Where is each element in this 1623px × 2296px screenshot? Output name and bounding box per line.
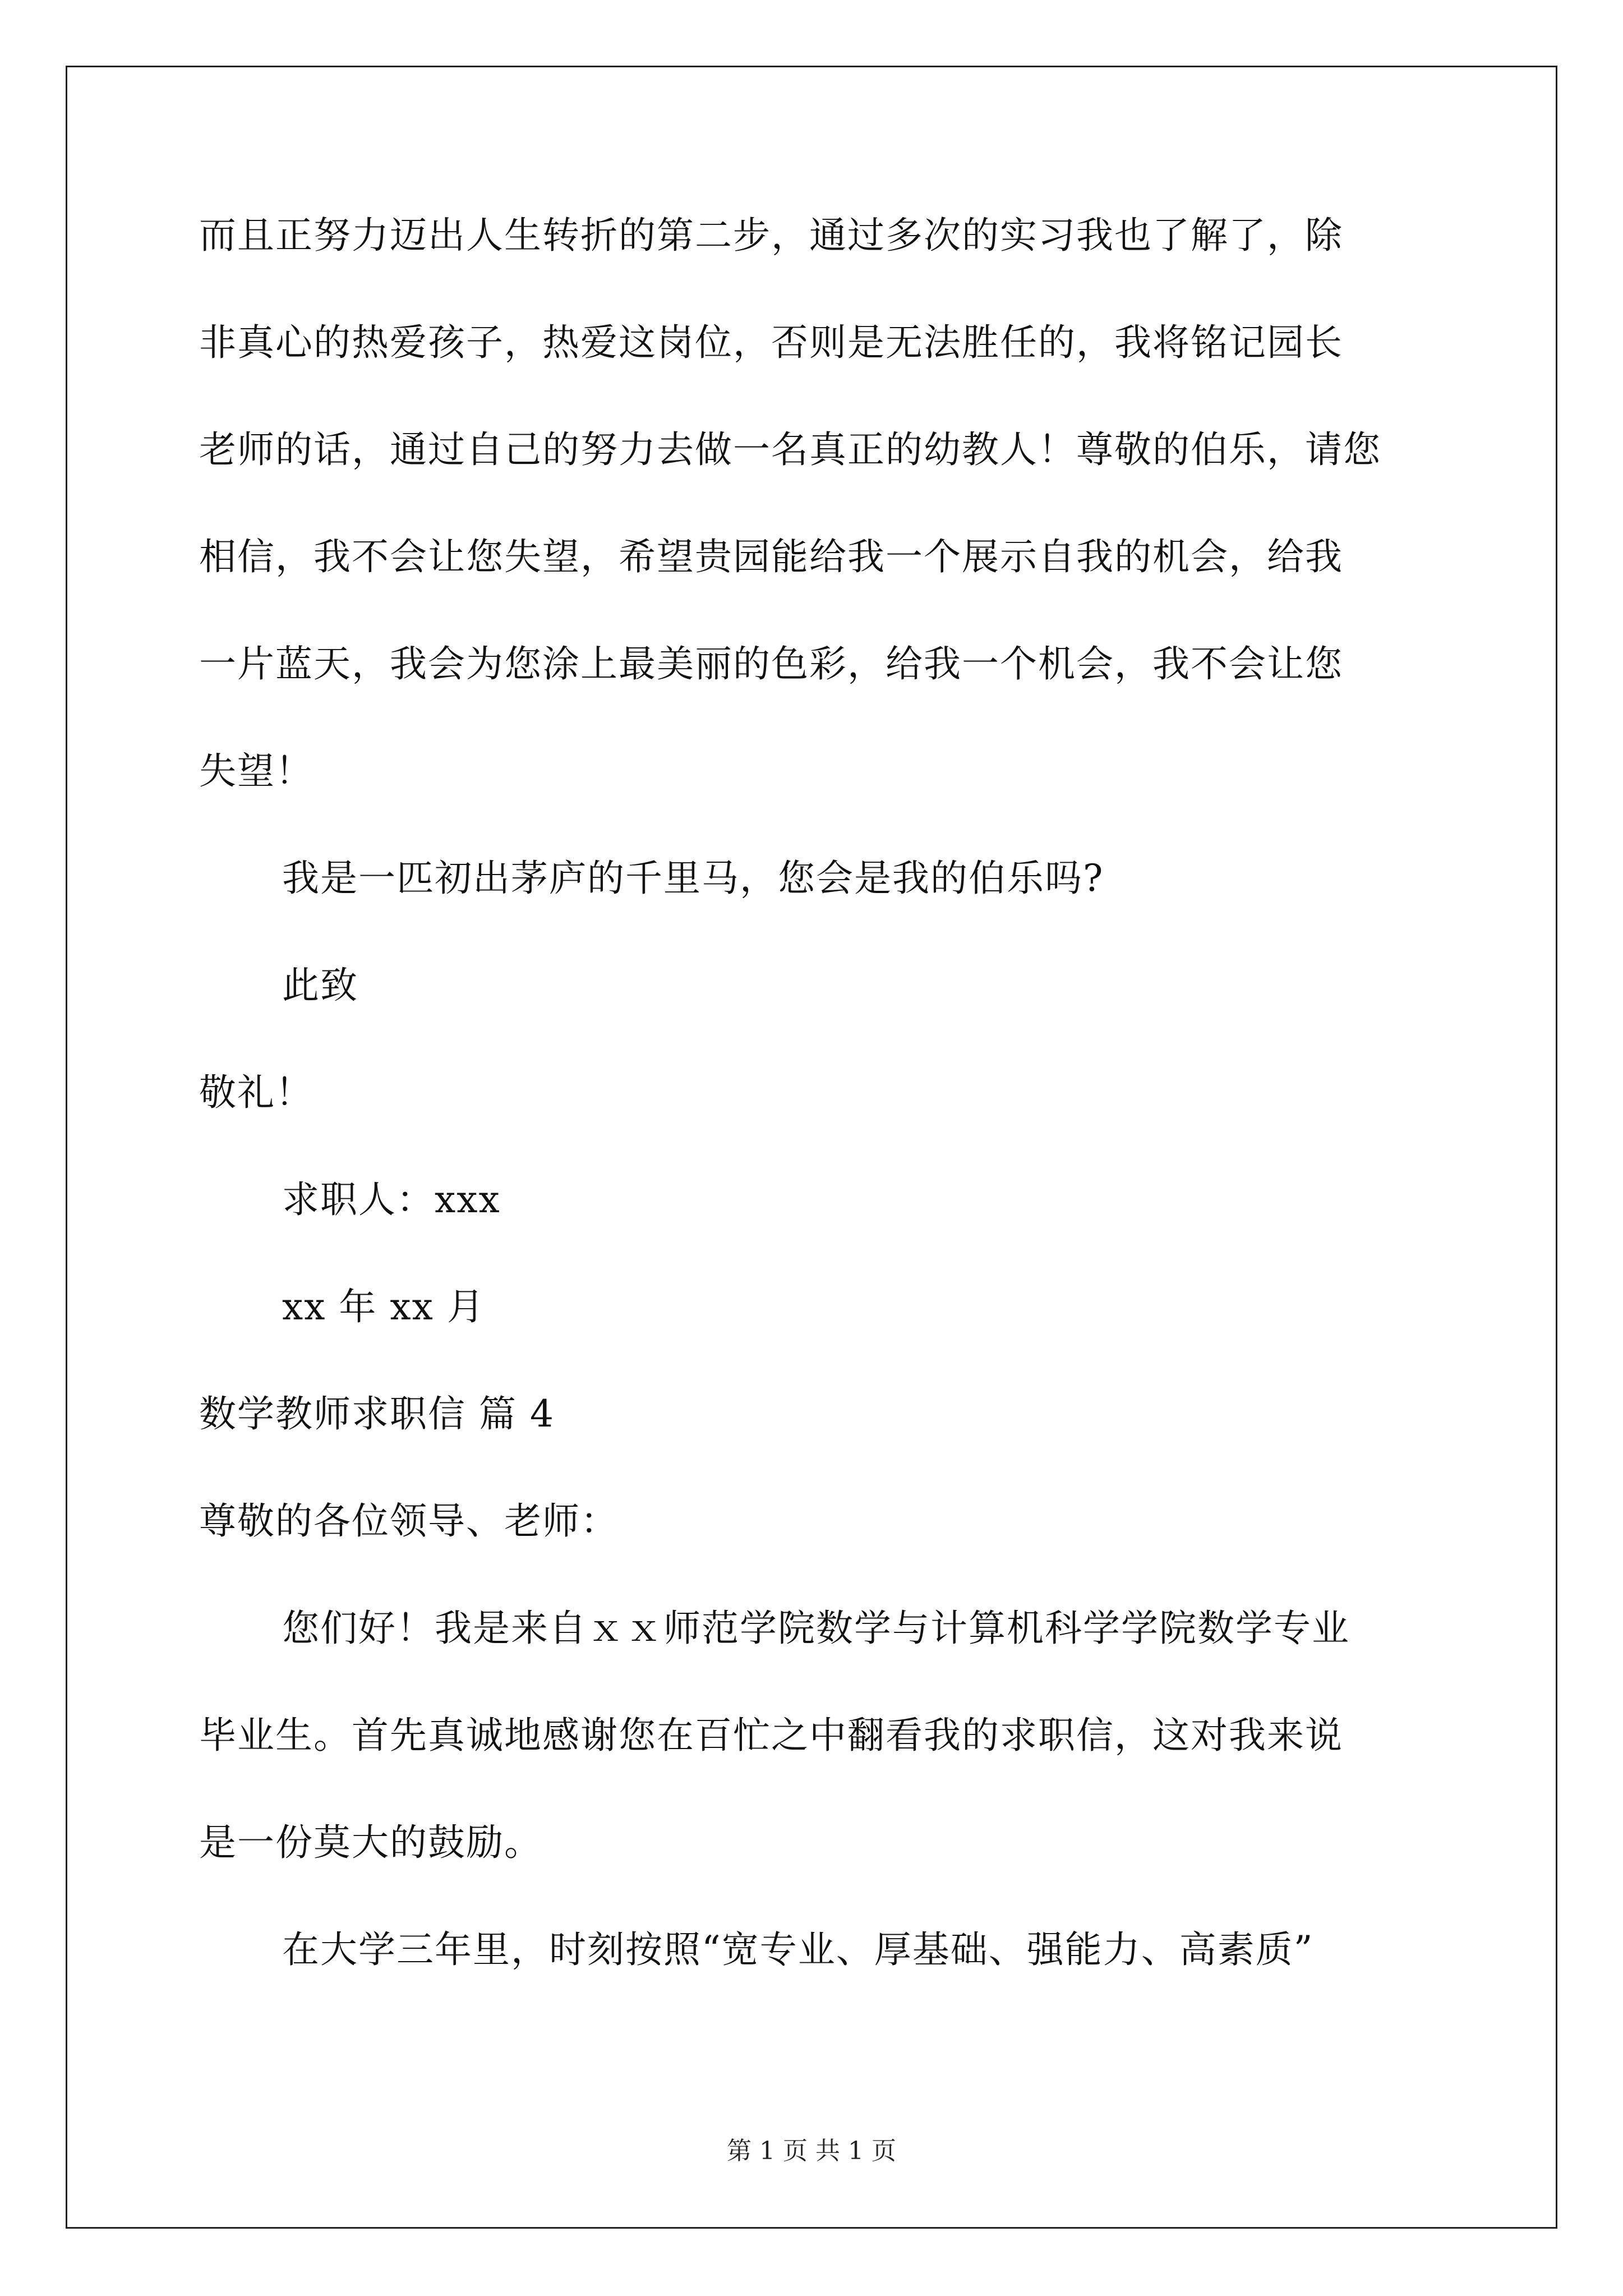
closing-phrase: 此致 — [282, 964, 358, 1007]
section-title: 数学教师求职信 篇 4 — [199, 1392, 555, 1435]
page-border — [66, 66, 1557, 2229]
paragraph-line: 相信，我不会让您失望，希望贵园能给我一个展示自我的机会，给我 — [199, 535, 1343, 578]
greeting-line: 尊敬的各位领导、老师： — [199, 1499, 619, 1543]
paragraph-line: 失望！ — [199, 749, 313, 793]
signer-line: 求职人：xxx — [282, 1178, 501, 1221]
paragraph-line: 我是一匹初出茅庐的千里马，您会是我的伯乐吗? — [282, 857, 1104, 900]
paragraph-line: 老师的话，通过自己的努力去做一名真正的幼教人！尊敬的伯乐，请您 — [199, 428, 1381, 471]
paragraph-line: 是一份莫大的鼓励。 — [199, 1821, 542, 1864]
paragraph-line: 非真心的热爱孩子，热爱这岗位，否则是无法胜任的，我将铭记园长 — [199, 321, 1343, 364]
paragraph-line: 一片蓝天，我会为您涂上最美丽的色彩，给我一个机会，我不会让您 — [199, 642, 1343, 685]
paragraph-line: 而且正努力迈出人生转折的第二步，通过多次的实习我也了解了，除 — [199, 214, 1343, 257]
paragraph-line: 毕业生。首先真诚地感谢您在百忙之中翻看我的求职信，这对我来说 — [199, 1714, 1343, 1757]
paragraph-line: 在大学三年里，时刻按照“宽专业、厚基础、强能力、高素质” — [282, 1928, 1314, 1971]
page-footer: 第 1 页 共 1 页 — [727, 2137, 896, 2165]
date-line: xx 年 xx 月 — [282, 1285, 485, 1328]
paragraph-line: 您们好！我是来自ｘｘ师范学院数学与计算机科学学院数学专业 — [282, 1607, 1350, 1650]
salutation: 敬礼！ — [199, 1071, 313, 1114]
